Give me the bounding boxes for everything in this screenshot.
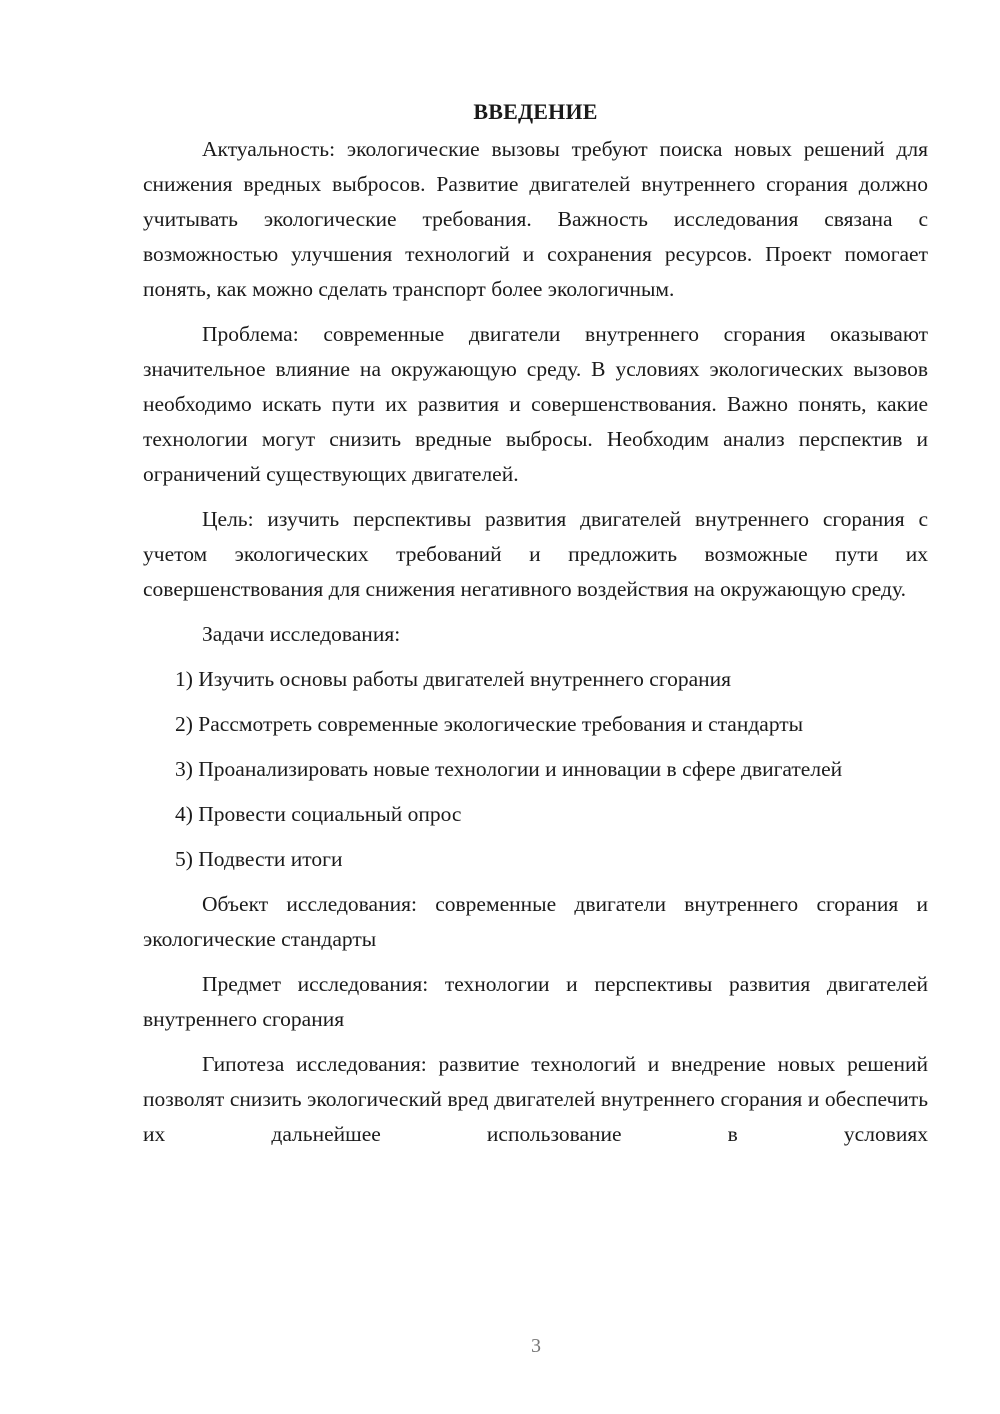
object-paragraph: Объект исследования: современные двигатели внутреннего сгорания и экологические стандарты xyxy=(143,892,928,951)
task-item: 4) Провести социальный опрос xyxy=(175,802,462,826)
problem-paragraph: Проблема: современные двигатели внутреннего сгорания оказывают значительное влияние на окружающую среду. В условиях экологических вызовов необходимо искать пути их развития и совершенствования. Важно понять, какие технологии могут снизить вредные выбросы. Необходим анализ перспектив и ограничений существующих двигателей. xyxy=(143,322,928,486)
task-item: 5) Подвести итоги xyxy=(175,847,343,871)
tasks-heading: Задачи исследования: xyxy=(202,622,401,646)
page-title: ВВЕДЕНИЕ xyxy=(473,99,598,124)
task-item: 2) Рассмотреть современные экологические требования и стандарты xyxy=(175,712,804,736)
hypothesis-paragraph: Гипотеза исследования: развитие технологий и внедрение новых решений позволят снизить экологический вред двигателей внутреннего сгорания и обеспечить их дальнейшее использование в условиях xyxy=(143,1052,928,1146)
subject-paragraph: Предмет исследования: технологии и перспективы развития двигателей внутреннего сгорания xyxy=(143,972,928,1031)
relevance-paragraph: Актуальность: экологические вызовы требуют поиска новых решений для снижения вредных выбросов. Развитие двигателей внутреннего сгорания должно учитывать экологические требования. Важность исследования связана с возможностью улучшения технологий и сохранения ресурсов. Проект помогает понять, как можно сделать транспорт более экологичным. xyxy=(143,137,928,301)
page-number: 3 xyxy=(531,1335,541,1357)
document-page xyxy=(143,94,928,1162)
task-item: 3) Проанализировать новые технологии и инновации в сфере двигателей xyxy=(175,757,843,781)
goal-paragraph: Цель: изучить перспективы развития двигателей внутреннего сгорания с учетом экологических требований и предложить возможные пути их совершенствования для снижения негативного воздействия на окружающую среду. xyxy=(143,507,928,601)
task-item: 1) Изучить основы работы двигателей внутреннего сгорания xyxy=(175,667,732,691)
